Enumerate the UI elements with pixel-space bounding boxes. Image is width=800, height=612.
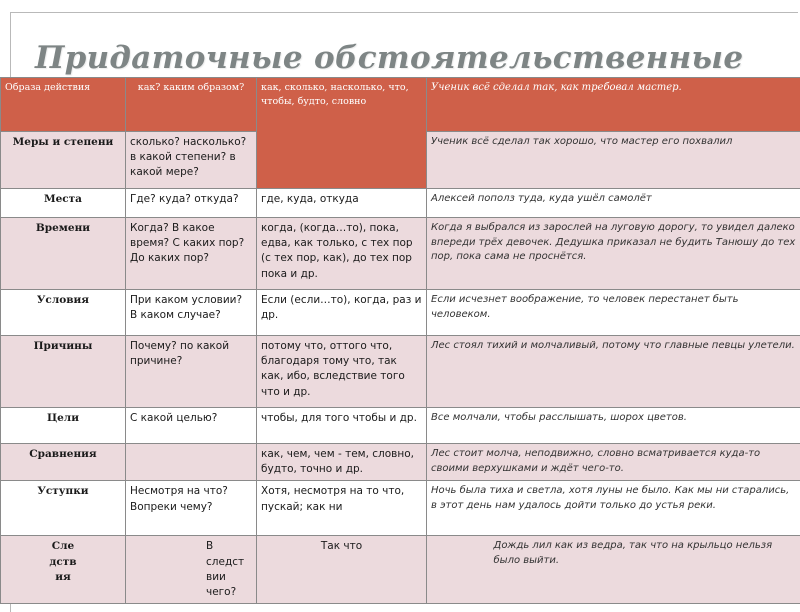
type-cell: Сравнения bbox=[1, 444, 126, 481]
question-cell: Почему? по какой причине? bbox=[126, 336, 257, 408]
table-row bbox=[1, 481, 800, 536]
type-cell: Времени bbox=[1, 218, 126, 290]
example-cell: Когда я выбрался из зарослей на луговую дорогу, то увидел далеко впереди трёх девочек. Дедушка приказал не будить Танюшу до тех пор, пока сама не проснётся. bbox=[427, 218, 800, 290]
table-row bbox=[1, 408, 800, 444]
example-cell: Лес стоит молча, неподвижно, словно всматривается куда-то своими верхушками и ждёт чего-то. bbox=[427, 444, 800, 481]
question-cell: Несмотря на что? Вопреки чему? bbox=[126, 481, 257, 536]
type-cell: Места bbox=[1, 189, 126, 218]
conjunction-cell: как, чем, чем - тем, словно, будто, точно и др. bbox=[257, 444, 427, 481]
example-cell bbox=[427, 536, 800, 604]
type-cell: Образа действия bbox=[1, 78, 126, 132]
question-cell: С какой целью? bbox=[126, 408, 257, 444]
example-cell: Ночь была тиха и светла, хотя луны не было. Как мы ни старались, в этот день нам удалось дойти только до устья реки. bbox=[427, 481, 800, 536]
table-row bbox=[1, 218, 800, 290]
type-cell: Цели bbox=[1, 408, 126, 444]
conjunction-cell: когда, (когда…то), пока, едва, как только, с тех пор (с тех пор, как), до тех пор пока и др. bbox=[257, 218, 427, 290]
conjunction-cell: Если (если…то), когда, раз и др. bbox=[257, 290, 427, 336]
example-cell-text: Дождь лил как из ведра, так что на крыльцо нельзя было выйти. bbox=[434, 539, 794, 568]
slide-title: Придаточные обстоятельственные bbox=[35, 40, 743, 76]
conjunction-cell: чтобы, для того чтобы и др. bbox=[257, 408, 427, 444]
table-row bbox=[1, 189, 800, 218]
type-cell: Причины bbox=[1, 336, 126, 408]
type-cell-text: Сле дств ия bbox=[48, 539, 78, 585]
table-row bbox=[1, 336, 800, 408]
clauses-table bbox=[0, 77, 800, 604]
type-cell: Меры и степени bbox=[1, 132, 126, 189]
example-cell: Ученик всё сделал так, как требовал мастер. bbox=[427, 78, 800, 132]
question-cell: Где? куда? откуда? bbox=[126, 189, 257, 218]
question-cell: Когда? В какое время? С каких пор? До каких пор? bbox=[126, 218, 257, 290]
example-cell: Все молчали, чтобы расслышать, шорох цветов. bbox=[427, 408, 800, 444]
example-cell: Если исчезнет воображение, то человек перестанет быть человеком. bbox=[427, 290, 800, 336]
conjunction-cell: где, куда, откуда bbox=[257, 189, 427, 218]
conjunction-cell: как, сколько, насколько, что, чтобы, будто, словно bbox=[257, 78, 427, 189]
table-row bbox=[1, 536, 800, 604]
conjunction-cell: потому что, оттого что, благодаря тому что, так как, ибо, вследствие того что и др. bbox=[257, 336, 427, 408]
question-cell: как? каким образом? bbox=[126, 78, 257, 132]
type-cell: Уступки bbox=[1, 481, 126, 536]
table-row bbox=[1, 78, 800, 132]
conjunction-cell: Хотя, несмотря на то что, пускай; как ни bbox=[257, 481, 427, 536]
example-cell: Лес стоял тихий и молчаливый, потому что главные певцы улетели. bbox=[427, 336, 800, 408]
question-cell-text: В следст вии чего? bbox=[206, 539, 252, 600]
example-cell: Ученик всё сделал так хорошо, что мастер его похвалил bbox=[427, 132, 800, 189]
question-cell bbox=[126, 444, 257, 481]
type-cell bbox=[1, 536, 126, 604]
table-row bbox=[1, 290, 800, 336]
example-cell: Алексей пополз туда, куда ушёл самолёт bbox=[427, 189, 800, 218]
conjunction-cell: Так что bbox=[257, 536, 427, 604]
question-cell bbox=[126, 536, 257, 604]
type-cell: Условия bbox=[1, 290, 126, 336]
question-cell: сколько? насколько? в какой степени? в какой мере? bbox=[126, 132, 257, 189]
question-cell: При каком условии? В каком случае? bbox=[126, 290, 257, 336]
table-row bbox=[1, 444, 800, 481]
